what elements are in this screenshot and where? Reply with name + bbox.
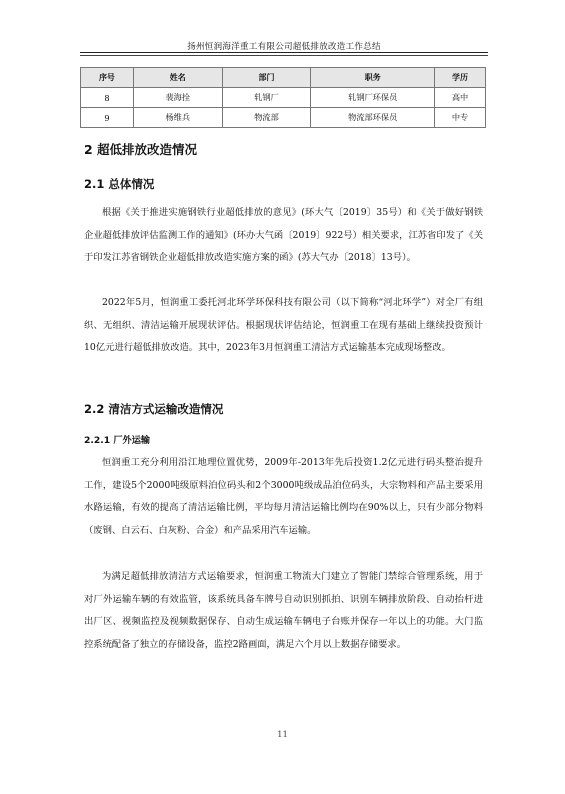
table-cell: 高中 — [435, 88, 486, 108]
section-heading-2: 2 超低排放改造情况 — [84, 142, 198, 157]
header-rule-thin — [80, 55, 488, 56]
table-cell: 轧钢厂环保员 — [311, 88, 435, 108]
table-header-row — [81, 68, 486, 88]
section-heading-2-1: 2.1 总体情况 — [84, 177, 155, 191]
column-header-education: 学历 — [435, 68, 486, 88]
table-cell: 物流部环保员 — [311, 108, 435, 128]
header-rule — [80, 52, 488, 53]
table-cell: 中专 — [435, 108, 486, 128]
page-header: 扬州恒润海洋重工有限公司超低排放改造工作总结 — [187, 42, 381, 52]
paragraph-2-1-b: 2022年5月，恒润重工委托河北环学环保科技有限公司（以下简称“河北环学”）对全厂有组织、无组织、清洁运输开展现状评估。根据现状评估结论，恒润重工在现有基础上继续投资预计10亿元进行超低排放改造。其中，2023年3月恒润重工清洁方式运输基本完成现场整改。 — [84, 297, 483, 354]
table-cell: 轧钢厂 — [222, 88, 311, 108]
table-cell: 9 — [81, 108, 134, 128]
section-heading-2-2: 2.2 清洁方式运输改造情况 — [84, 402, 224, 416]
table-cell: 物流部 — [222, 108, 311, 128]
column-header-seq: 序号 — [81, 68, 134, 88]
paragraph-2-2-1-b: 为满足超低排放清洁方式运输要求，恒润重工物流大门建立了智能门禁综合管理系统，用于对厂外运输车辆的有效监管，该系统具备车牌号自动识别抓拍、识别车辆排放阶段、自动抬杆进出厂区、视频监控及视频数据保存、自动生成运输车辆电子台账并保存一年以上的功能。大门监控系统配备了独立的存储设备，监控2路画面，满足六个月以上数据存储要求。 — [84, 571, 483, 650]
paragraph-2-2-1-a: 恒润重工充分利用沿江地理位置优势，2009年-2013年先后投资1.2亿元进行码头整治提升工作，建设5个2000吨级原料泊位码头和2个3000吨级成品泊位码头，大宗物料和产品主要采用水路运输，有效的提高了清洁运输比例，平均每月清洁运输比例均在90%以上，只有少部分物料（废钢、白云石、白灰粉、合金）和产品采用汽车运输。 — [84, 457, 483, 536]
column-header-position: 职务 — [311, 68, 435, 88]
staff-table — [80, 67, 486, 128]
table-row — [81, 88, 486, 108]
paragraph-2-1-a: 根据《关于推进实施钢铁行业超低排放的意见》(环大气〔2019〕35号）和《关于做好钢铁企业超低排放评估监测工作的通知》(环办大气函〔2019〕922号）相关要求，江苏省印发了《关于印发江苏省钢铁企业超低排放改造实施方案的函》(苏大气办〔2018〕13号）。 — [84, 207, 483, 264]
column-header-name: 姓名 — [133, 68, 222, 88]
table-cell: 杨维兵 — [133, 108, 222, 128]
page-number: 11 — [277, 730, 288, 740]
table-row — [81, 108, 486, 128]
section-heading-2-2-1: 2.2.1 厂外运输 — [84, 435, 151, 446]
table-cell: 裴海拴 — [133, 88, 222, 108]
column-header-department: 部门 — [222, 68, 311, 88]
table-cell: 8 — [81, 88, 134, 108]
